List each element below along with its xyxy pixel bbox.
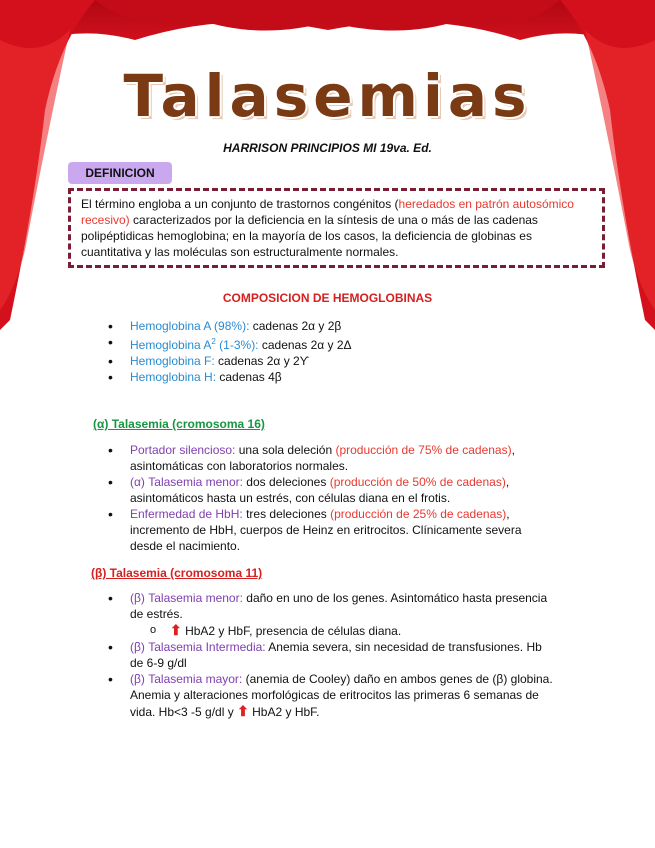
composition-title: COMPOSICION DE HEMOGLOBINAS bbox=[222, 291, 433, 305]
list-item: • Hemoglobina H: cadenas 4β bbox=[108, 369, 558, 385]
list-item: o ⬆ HbA2 y HbF, presencia de células diana. bbox=[108, 622, 553, 639]
list-item: • Hemoglobina $A^2$ (1-3%): cadenas 2α y 2Δ bbox=[108, 334, 558, 353]
list-item: • (β) Talasemia Intermedia: Anemia severa, sin necesidad de transfusiones. Hb de 6-9 g/dl bbox=[108, 639, 553, 671]
list-item: • (β) Talasemia mayor: (anemia de Cooley) daño en ambos genes de (β) globina. Anemia y alteraciones morfológicas de eritrocitos las primeras 6 semanas de vida. Hb<3 -5 g/dl y ⬆ HbA2 y HbF. bbox=[108, 671, 553, 720]
up-arrow-icon: ⬆ bbox=[237, 703, 249, 719]
source-reference: HARRISON PRINCIPIOS MI 19va. Ed. bbox=[223, 141, 432, 155]
list-item: • (β) Talasemia menor: daño en uno de los genes. Asintomático hasta presencia de estrés. bbox=[108, 590, 553, 622]
definition-label: DEFINICION bbox=[68, 162, 172, 184]
alpha-list bbox=[108, 442, 553, 554]
definition-text-b: caracterizados por la deficiencia en la síntesis de una o más de las cadenas polipéptidicas hemoglobina; en la mayoría de los casos, la deficiencia de globinas es cuantitativa y las moléculas son estructuralmente normales. bbox=[81, 213, 538, 259]
up-arrow-icon: ⬆ bbox=[170, 622, 182, 638]
list-item: • Hemoglobina A (98%): cadenas 2α y 2β bbox=[108, 318, 558, 334]
list-item: • Hemoglobina F: cadenas 2α y 2Ƴ bbox=[108, 353, 558, 369]
list-item: • (α) Talasemia menor: dos deleciones (producción de 50% de cadenas), asintomáticos hasta un estrés, con células diana en el frotis. bbox=[108, 474, 553, 506]
page-title: Talasemias bbox=[123, 62, 532, 130]
beta-heading: (β) Talasemia (cromosoma 11) bbox=[91, 566, 263, 580]
beta-list bbox=[108, 590, 553, 720]
alpha-heading: (α) Talasemia (cromosoma 16) bbox=[93, 417, 265, 431]
definition-box bbox=[68, 188, 605, 268]
definition-text-a: El término engloba a un conjunto de trastornos congénitos ( bbox=[81, 197, 399, 211]
list-item: • Enfermedad de HbH: tres deleciones (producción de 25% de cadenas), incremento de HbH, cuerpos de Heinz en eritrocitos. Clínicamente severa desde el nacimiento. bbox=[108, 506, 553, 554]
definition-text-red: heredados en patrón autosómico recesivo) bbox=[81, 197, 574, 227]
list-item: • Portador silencioso: una sola deleción (producción de 75% de cadenas), asintomáticas con laboratorios normales. bbox=[108, 442, 553, 474]
composition-list bbox=[108, 318, 558, 385]
